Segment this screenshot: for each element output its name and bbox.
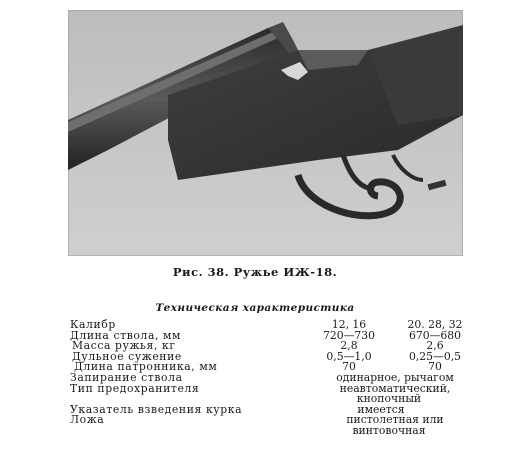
spec-value-col2: 20. 28, 32 [407,318,463,331]
spec-label: Дульное сужение [72,349,182,363]
spec-value-col1: 12, 16 [331,318,367,331]
spec-label: Калибр [70,318,116,331]
spec-label: Тип предохранителя [70,381,200,395]
spec-value-col2: 670—680 [408,328,461,342]
spec-value-col2: 2,6 [426,339,444,353]
spec-value: винтовочная [352,423,426,437]
spec-value: неавтоматический, [339,381,451,395]
spec-label: Ложа [70,413,105,427]
specs-title: Техническая характеристика [155,302,355,314]
spec-label: Длина ствола, мм [70,328,182,342]
spec-label: Масса ружья, кг [72,339,176,353]
spec-value-col1: 70 [342,360,356,374]
spec-value: пистолетная или [346,413,444,427]
spec-label: Указатель взведения курка [70,402,243,416]
spec-value-col1: 0,5—1,0 [326,349,372,363]
spec-value: кнопочный [356,392,422,406]
spec-value: одинарное, рычагом [336,370,454,384]
spec-table [70,320,470,437]
figure-caption: Рис. 38. Ружье ИЖ-18. [172,265,338,279]
spec-label: Запирание ствола [70,370,183,384]
spec-value-col2: 70 [428,360,442,374]
spec-value-col1: 2,8 [340,339,358,353]
spec-value-col2: 0,25—0,5 [408,349,461,363]
spec-value-col1: 720—730 [322,328,375,342]
shotgun-photo [68,10,463,256]
spec-row-stock-cont [70,423,470,437]
spec-value: имеется [357,402,405,416]
spec-label: Длина патронника, мм [74,360,218,374]
